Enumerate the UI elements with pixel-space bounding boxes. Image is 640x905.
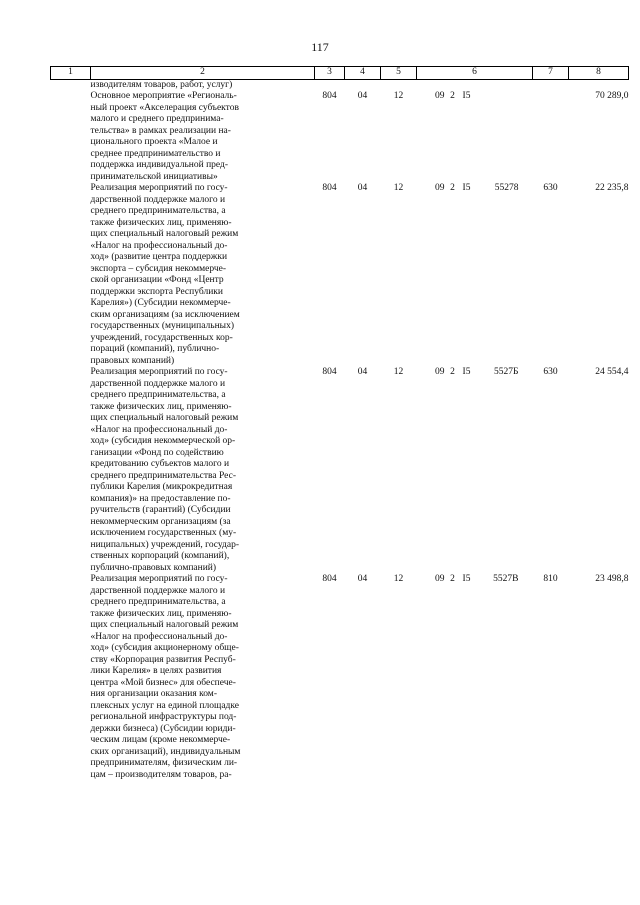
target-article-code bbox=[417, 91, 533, 183]
description-line: ход» (субсидия акционерному обще- bbox=[90, 643, 239, 653]
description-line: дарственной поддержке малого и bbox=[90, 194, 226, 205]
row-description bbox=[91, 574, 315, 781]
description-line: правовых компаний) bbox=[90, 355, 175, 366]
code-part-p2: 2 bbox=[450, 367, 455, 377]
description-line: цам – производителям товаров, ра- bbox=[90, 769, 232, 780]
description-line: среднего предпринимательства Рес- bbox=[90, 470, 236, 481]
table-row bbox=[51, 574, 629, 781]
description-line: ственных корпораций (компаний), bbox=[90, 551, 230, 561]
target-article-parts bbox=[417, 367, 533, 379]
description-line: ход» (субсидия некоммерческой ор- bbox=[90, 436, 236, 446]
row-description bbox=[91, 183, 315, 367]
description-line: Реализация мероприятий по госу- bbox=[90, 367, 228, 377]
page-number: 117 bbox=[311, 40, 329, 54]
subsection-code: 12 bbox=[393, 574, 404, 584]
description-line: поддержка индивидуальной пред- bbox=[90, 160, 229, 170]
header-col-7: 7 bbox=[533, 67, 569, 80]
subsection-code: 12 bbox=[393, 91, 404, 101]
description-line: ционального проекта «Малое и bbox=[90, 137, 218, 147]
description-line: исключением государственных (му- bbox=[90, 528, 237, 538]
amount: 22 235,8 bbox=[595, 183, 629, 193]
code-part-p3: I5 bbox=[462, 367, 471, 377]
expense-type-code bbox=[533, 91, 569, 183]
description-line: «Налог на профессиональный до- bbox=[90, 424, 228, 435]
code-part-p2: 2 bbox=[450, 91, 455, 101]
ministry-code bbox=[315, 79, 345, 91]
section-code: 04 bbox=[357, 183, 368, 193]
row-number-cell bbox=[51, 574, 91, 781]
table-row bbox=[51, 91, 629, 183]
target-article-code bbox=[417, 574, 533, 781]
description-line: ской организации «Фонд «Центр bbox=[90, 275, 224, 285]
code-part-p4: 5527Б bbox=[494, 367, 519, 377]
code-part-p4: 55278 bbox=[494, 183, 519, 193]
description-line: Реализация мероприятий по госу- bbox=[90, 183, 228, 193]
subsection-code: 12 bbox=[393, 367, 404, 377]
description-line: среднего предпринимательства, а bbox=[90, 390, 226, 400]
row-description bbox=[91, 367, 315, 574]
header-col-1: 1 bbox=[51, 67, 91, 80]
code-part-p1: 09 bbox=[435, 574, 445, 584]
amount: 23 498,8 bbox=[595, 574, 629, 584]
target-article-code bbox=[417, 367, 533, 574]
description-line: дарственной поддержке малого и bbox=[90, 585, 226, 596]
description-line: «Налог на профессиональный до- bbox=[90, 631, 228, 642]
header-col-3: 3 bbox=[315, 67, 345, 80]
target-article-code bbox=[417, 183, 533, 367]
header-col-4: 4 bbox=[345, 67, 381, 80]
section-code: 04 bbox=[357, 574, 368, 584]
target-article-code bbox=[417, 79, 533, 91]
table-row bbox=[51, 367, 629, 574]
description-line: ским организациям (за исключением bbox=[90, 309, 240, 320]
code-part-p3: I5 bbox=[462, 183, 471, 193]
description-line: центра «Мой бизнес» для обеспече- bbox=[90, 677, 236, 688]
expense-type-code bbox=[533, 79, 569, 91]
description-line: ских организаций), индивидуальным bbox=[90, 746, 241, 757]
code-part-p4: 5527В bbox=[493, 574, 519, 584]
description-line: ганизации «Фонд по содействию bbox=[90, 447, 224, 458]
section-code: 04 bbox=[357, 91, 368, 101]
row-number-cell bbox=[51, 79, 91, 91]
description-line: держки бизнеса) (Субсидии юриди- bbox=[90, 723, 236, 734]
description-line: изводителям товаров, работ, услуг) bbox=[90, 79, 233, 90]
description-line: ниципальных) учреждений, государ- bbox=[90, 539, 240, 550]
subsection-code: 12 bbox=[393, 183, 404, 193]
description-line: тельства» в рамках реализации на- bbox=[90, 125, 231, 136]
ministry-code: 804 bbox=[322, 574, 337, 584]
row-description bbox=[91, 91, 315, 183]
code-part-p3: I5 bbox=[462, 91, 471, 101]
description-line: некоммерческим организациям (за bbox=[90, 516, 231, 527]
header-col-2: 2 bbox=[91, 67, 315, 80]
code-part-p1: 09 bbox=[435, 367, 445, 377]
description-line: малого и среднего предпринима- bbox=[90, 114, 224, 124]
description-line: принимательской инициативы» bbox=[90, 171, 218, 182]
code-part-p2: 2 bbox=[450, 574, 455, 584]
row-number-cell bbox=[51, 367, 91, 574]
amount: 24 554,4 bbox=[595, 367, 629, 377]
code-part-p4 bbox=[475, 91, 519, 103]
row-description bbox=[91, 79, 315, 91]
header-col-5: 5 bbox=[381, 67, 417, 80]
description-line: ству «Корпорация развития Респуб- bbox=[90, 654, 236, 665]
description-line: экспорта – субсидия некоммерче- bbox=[90, 263, 227, 274]
description-line: щих специальный налоговый режим bbox=[90, 413, 239, 423]
code-part-p1: 09 bbox=[435, 91, 445, 101]
amount bbox=[569, 79, 629, 91]
expense-type-code: 630 bbox=[543, 183, 558, 193]
expense-type-code: 630 bbox=[543, 367, 558, 377]
description-line: щих специальный налоговый режим bbox=[90, 620, 239, 630]
code-part-p2: 2 bbox=[450, 183, 455, 193]
table-row bbox=[51, 79, 629, 91]
description-line: публично-правовых компаний) bbox=[90, 562, 217, 573]
target-article-parts bbox=[417, 91, 533, 103]
description-line: ручительств (гарантий) (Субсидии bbox=[90, 505, 231, 515]
description-line: кредитованию субъектов малого и bbox=[90, 459, 230, 469]
description-line: также физических лиц, применяю- bbox=[90, 608, 232, 619]
description-line: ход» (развитие центра поддержки bbox=[90, 252, 228, 262]
description-line: Карелия») (Субсидии некоммерче- bbox=[90, 298, 231, 308]
description-line: также физических лиц, применяю- bbox=[90, 217, 232, 228]
section-code: 04 bbox=[357, 367, 368, 377]
description-line: Основное мероприятие «Региональ- bbox=[90, 91, 237, 101]
description-line: плексных услуг на единой площадке bbox=[90, 700, 239, 711]
table-header bbox=[51, 67, 629, 80]
code-part-p1: 09 bbox=[435, 183, 445, 193]
description-line: региональной инфраструктуры под- bbox=[90, 712, 237, 722]
target-article-parts bbox=[417, 183, 533, 195]
description-line: щих специальный налоговый режим bbox=[90, 229, 239, 239]
header-col-8: 8 bbox=[569, 67, 629, 80]
header-col-6: 6 bbox=[417, 67, 533, 80]
budget-table bbox=[50, 66, 629, 781]
description-line: пораций (компаний), публично- bbox=[90, 344, 220, 354]
description-line: Реализация мероприятий по госу- bbox=[90, 574, 228, 584]
description-line: дарственной поддержке малого и bbox=[90, 378, 226, 389]
ministry-code: 804 bbox=[322, 91, 337, 101]
description-line: также физических лиц, применяю- bbox=[90, 401, 232, 412]
row-number-cell bbox=[51, 183, 91, 367]
section-code bbox=[345, 79, 381, 91]
expense-type-code: 810 bbox=[543, 574, 558, 584]
description-line: среднего предпринимательства, а bbox=[90, 206, 226, 216]
description-line: государственных (муниципальных) bbox=[90, 321, 234, 331]
description-line: учреждений, государственных кор- bbox=[90, 332, 233, 343]
table-row bbox=[51, 183, 629, 367]
ministry-code: 804 bbox=[322, 183, 337, 193]
description-line: лики Карелия» в целях развития bbox=[90, 666, 222, 676]
description-line: «Налог на профессиональный до- bbox=[90, 240, 228, 251]
description-line: публики Карелия (микрокредитная bbox=[90, 482, 233, 492]
table-body bbox=[51, 79, 629, 781]
description-line: среднего предпринимательства, а bbox=[90, 597, 226, 607]
row-number-cell bbox=[51, 91, 91, 183]
description-line: ный проект «Акселерация субъектов bbox=[90, 102, 239, 113]
description-line: компания)» на предоставление по- bbox=[90, 493, 231, 504]
ministry-code: 804 bbox=[322, 367, 337, 377]
description-line: среднее предпринимательство и bbox=[90, 148, 221, 159]
subsection-code bbox=[381, 79, 417, 91]
code-part-p3: I5 bbox=[462, 574, 471, 584]
description-line: предпринимателям, физическим ли- bbox=[90, 758, 238, 768]
target-article-parts bbox=[417, 574, 533, 586]
description-line: ческим лицам (кроме некоммерче- bbox=[90, 735, 231, 745]
description-line: поддержки экспорта Республики bbox=[90, 286, 223, 297]
description-line: ния организации оказания ком- bbox=[90, 689, 217, 699]
amount: 70 289,0 bbox=[595, 91, 629, 101]
